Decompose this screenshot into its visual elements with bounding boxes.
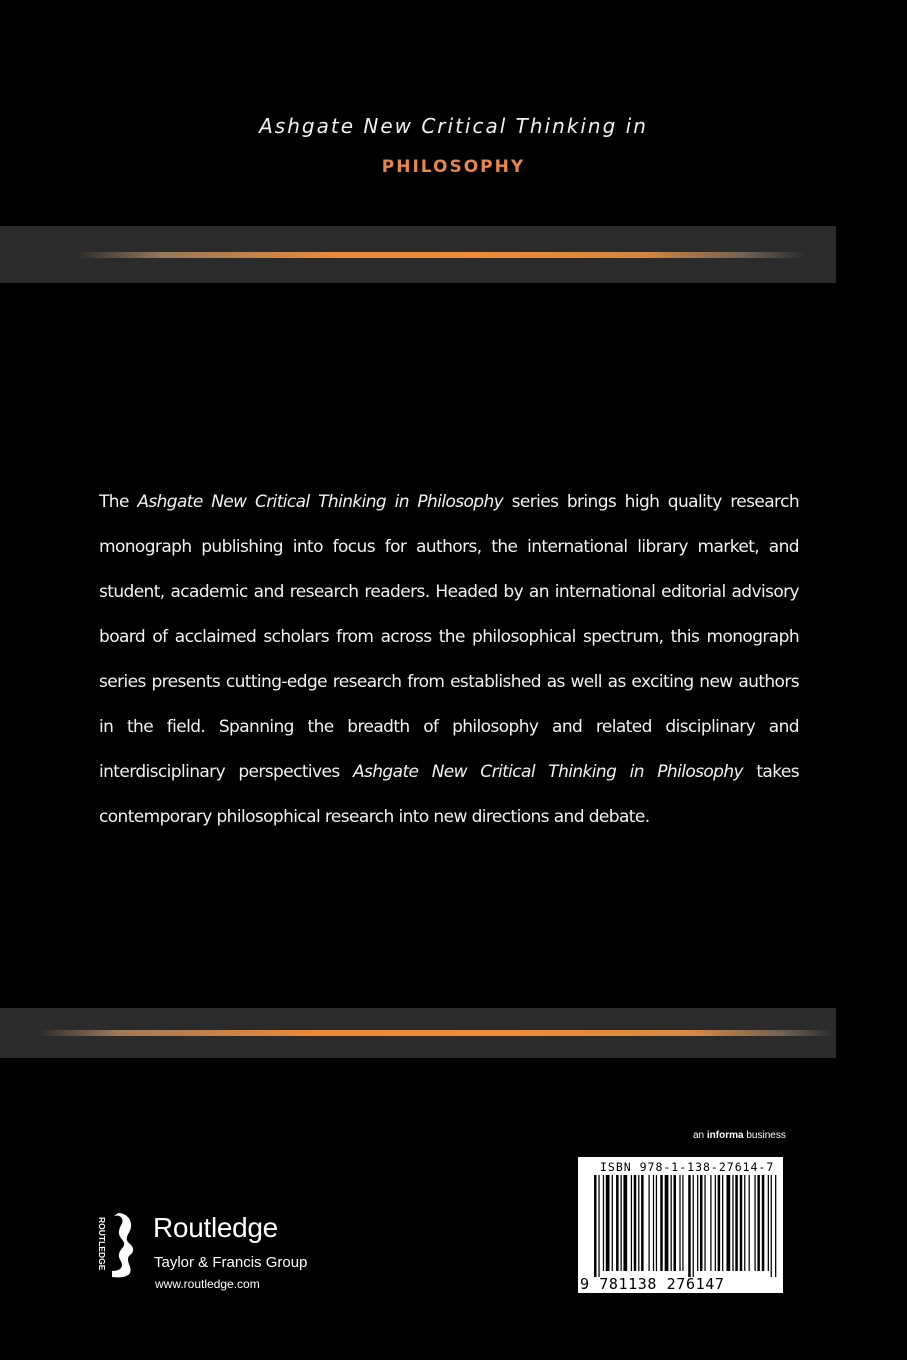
barcode-bar bbox=[732, 1175, 733, 1271]
barcode-bar bbox=[771, 1175, 772, 1277]
barcode-bar bbox=[665, 1175, 669, 1271]
informa-tagline bbox=[693, 1130, 786, 1141]
blurb-series-name-1: Ashgate New Critical Thinking in Philosophy bbox=[137, 492, 504, 512]
top-decorative-band bbox=[0, 226, 836, 283]
barcode-bars bbox=[594, 1175, 778, 1277]
informa-prefix: an bbox=[693, 1130, 707, 1141]
series-title: Ashgate New Critical Thinking in bbox=[259, 114, 648, 138]
barcode-bar bbox=[697, 1175, 698, 1271]
barcode-bar bbox=[631, 1175, 632, 1271]
isbn-label: ISBN 978-1-138-27614-7 bbox=[600, 1160, 775, 1174]
barcode-bar bbox=[693, 1175, 694, 1277]
barcode-bar bbox=[621, 1175, 622, 1271]
informa-brand: informa bbox=[706, 1130, 744, 1141]
barcode-bar bbox=[653, 1175, 654, 1271]
barcode-bar bbox=[656, 1175, 657, 1271]
publisher-url[interactable]: www.routledge.com bbox=[155, 1277, 260, 1291]
barcode-bar bbox=[623, 1175, 627, 1271]
barcode-bar bbox=[704, 1175, 705, 1271]
informa-suffix: business bbox=[743, 1130, 786, 1141]
series-description bbox=[99, 480, 799, 840]
barcode-bar bbox=[768, 1175, 769, 1271]
routledge-vertical-text: ROUTLEDGE bbox=[97, 1217, 107, 1271]
barcode-bar bbox=[648, 1175, 649, 1271]
barcode-bar bbox=[682, 1175, 683, 1271]
barcode-bar bbox=[715, 1175, 716, 1271]
barcode-bar bbox=[603, 1175, 604, 1271]
barcode-bar bbox=[598, 1175, 599, 1277]
isbn-barcode bbox=[578, 1157, 783, 1293]
barcode-bar bbox=[634, 1175, 637, 1271]
barcode-bar bbox=[775, 1175, 776, 1277]
barcode-bar bbox=[616, 1175, 619, 1271]
barcode-bar bbox=[749, 1175, 750, 1271]
barcode-bar bbox=[754, 1175, 755, 1271]
barcode-bar bbox=[700, 1175, 703, 1271]
publisher-name: Routledge bbox=[153, 1212, 278, 1243]
routledge-logo-icon bbox=[96, 1211, 140, 1279]
barcode-digits: 9 781138 276147 bbox=[580, 1275, 725, 1293]
blurb-series-name-2: Ashgate New Critical Thinking in Philosophy bbox=[352, 762, 744, 782]
barcode-bar bbox=[718, 1175, 721, 1271]
barcode-bar bbox=[735, 1175, 738, 1271]
barcode-bar bbox=[688, 1175, 691, 1277]
barcode-bar bbox=[638, 1175, 639, 1271]
barcode-bar bbox=[612, 1175, 613, 1271]
bottom-orange-rule bbox=[38, 1030, 834, 1036]
barcode-bar bbox=[660, 1175, 663, 1271]
barcode-bar bbox=[710, 1175, 711, 1271]
barcode-bar bbox=[757, 1175, 760, 1271]
barcode-bar bbox=[641, 1175, 644, 1271]
barcode-bar bbox=[673, 1175, 676, 1271]
barcode-bar bbox=[606, 1175, 610, 1271]
barcode-bar bbox=[726, 1175, 730, 1271]
barcode-bar bbox=[744, 1175, 745, 1271]
blurb-text-3: takes contemporary philosophical research into new directions and debate. bbox=[99, 762, 799, 827]
barcode-bar bbox=[722, 1175, 723, 1271]
barcode-bar bbox=[671, 1175, 672, 1271]
top-orange-rule bbox=[76, 252, 806, 258]
barcode-bar bbox=[762, 1175, 765, 1271]
barcode-bar bbox=[594, 1175, 597, 1277]
blurb-text-2: series brings high quality research monograph publishing into focus for authors, the international library market, and student, academic and research readers. Headed by an international editorial advisory board of acclaimed scholars from across the philosophical spectrum, this monograph series presents cutting-edge research from established as well as exciting new authors in the field. Spanning the breadth of philosophy and related disciplinary and interdisciplinary perspectives bbox=[99, 492, 799, 782]
series-subject: PHILOSOPHY bbox=[381, 157, 526, 177]
bottom-decorative-band bbox=[0, 1008, 836, 1058]
blurb-text-1: The bbox=[99, 492, 138, 512]
publisher-group: Taylor & Francis Group bbox=[154, 1254, 308, 1271]
barcode-bar bbox=[679, 1175, 680, 1271]
barcode-bar bbox=[740, 1175, 743, 1271]
